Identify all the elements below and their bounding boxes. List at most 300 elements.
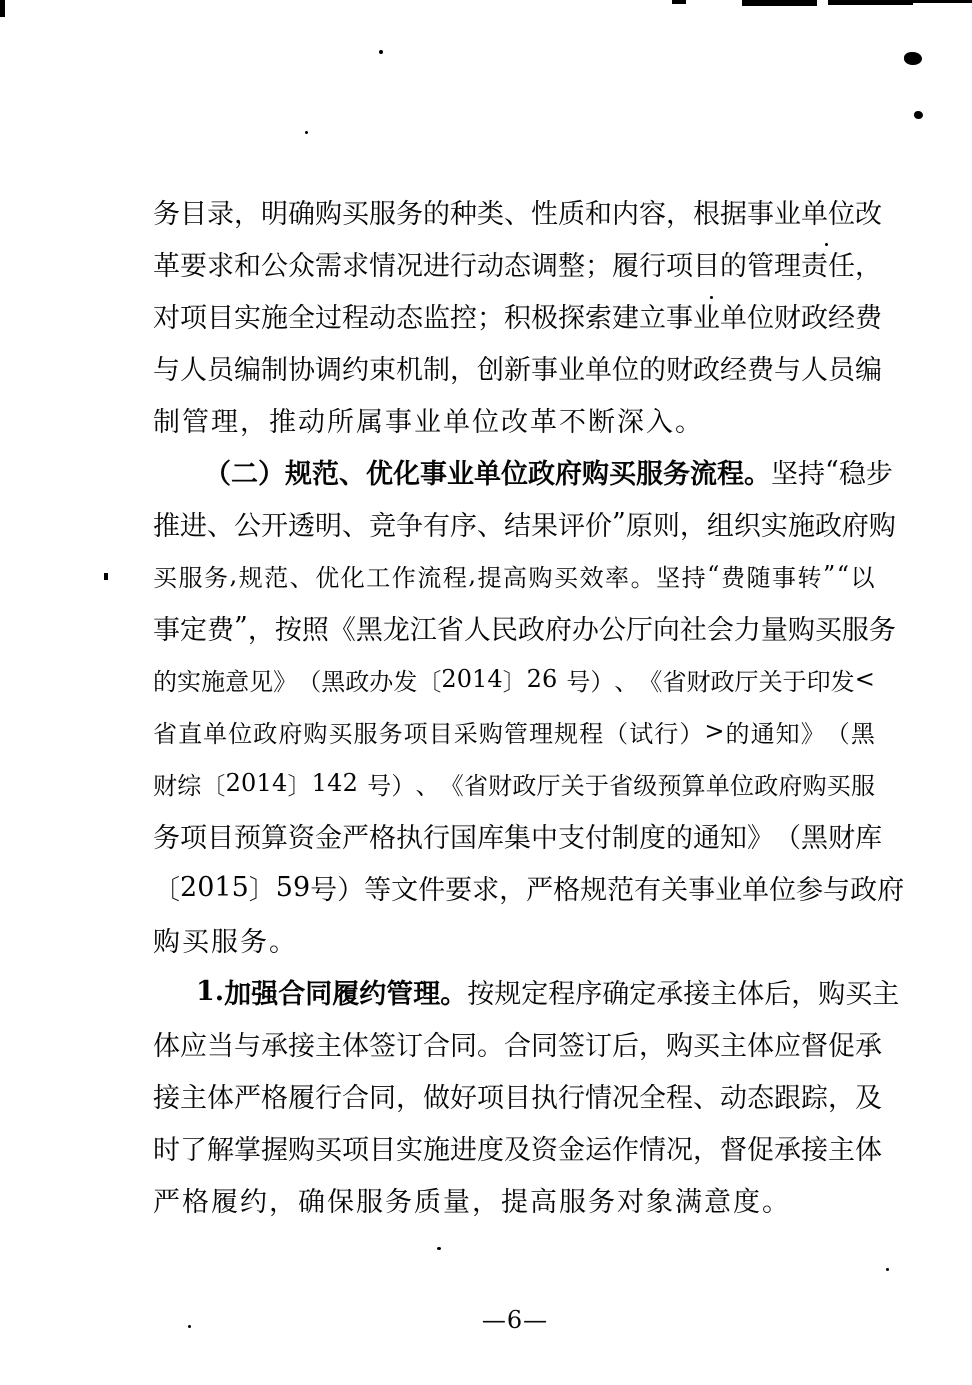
glyph: 管 (747, 250, 774, 282)
glyph: 创 (477, 354, 504, 386)
glyph: 买 (814, 614, 842, 646)
glyph: ， (234, 198, 261, 230)
glyph: 签 (558, 1030, 585, 1062)
glyph: 与 (153, 354, 180, 386)
glyph: 单 (801, 198, 828, 230)
glyph: 厅 (536, 771, 561, 800)
glyph: 省 (436, 614, 464, 646)
glyph: 同 (369, 1082, 396, 1114)
glyph: 提 (477, 563, 502, 592)
glyph: 务 (240, 926, 267, 958)
glyph: 程 (666, 1082, 693, 1114)
glyph: 号 (310, 874, 338, 906)
glyph: 过 (315, 302, 342, 334)
glyph: 黑 (355, 614, 383, 646)
text-line (153, 1069, 882, 1121)
glyph: 主 (720, 1030, 747, 1062)
glyph: 项 (180, 302, 207, 334)
glyph: 支 (558, 822, 585, 854)
glyph: 理 (774, 250, 801, 282)
glyph: 。 (675, 406, 702, 438)
glyph: 单 (474, 458, 501, 490)
glyph: 态 (504, 250, 531, 282)
glyph: 体 (207, 1082, 234, 1114)
glyph: 关 (560, 771, 585, 800)
glyph: 签 (369, 1030, 396, 1062)
glyph: 社 (679, 614, 707, 646)
glyph: 〕 (502, 667, 527, 696)
glyph: 规 (285, 458, 312, 490)
glyph: 范 (312, 458, 339, 490)
glyph: 6 (541, 665, 558, 693)
glyph: 财 (828, 822, 855, 854)
glyph: 类 (477, 198, 504, 230)
glyph: 买 (315, 1134, 342, 1166)
glyph: 全 (639, 1082, 666, 1114)
glyph: 合 (342, 1082, 369, 1114)
glyph: 预 (657, 771, 682, 800)
glyph: 、 (415, 771, 440, 800)
glyph: 度 (733, 1186, 760, 1218)
glyph: 推 (269, 406, 296, 438)
glyph: 项 (403, 719, 428, 748)
glyph: 付 (585, 822, 612, 854)
glyph: 买 (342, 198, 369, 230)
glyph: 做 (423, 1082, 450, 1114)
glyph: 位 (769, 874, 797, 906)
glyph: 买 (153, 563, 177, 592)
glyph: 探 (558, 302, 585, 334)
glyph: 财 (686, 667, 711, 696)
glyph: 4 (271, 769, 288, 797)
glyph: 府 (278, 719, 303, 748)
glyph: > (704, 717, 725, 745)
glyph: 加 (224, 978, 252, 1010)
glyph: 政 (710, 667, 735, 696)
ink-blot (904, 52, 922, 65)
glyph: 务 (396, 198, 423, 230)
glyph: ， (472, 1186, 499, 1218)
text-line (153, 393, 875, 445)
glyph: 调 (315, 354, 342, 386)
glyph: 通 (693, 822, 720, 854)
glyph: 府 (877, 874, 905, 906)
glyph: 施 (787, 510, 815, 542)
glyph: 主 (872, 978, 900, 1010)
glyph: 行 (423, 822, 450, 854)
glyph: 极 (531, 302, 558, 334)
glyph: 督 (801, 1030, 828, 1062)
glyph: ， (791, 978, 819, 1010)
glyph: 公 (598, 614, 626, 646)
glyph: 号 (566, 667, 591, 696)
glyph: 透 (288, 510, 315, 542)
glyph: 府 (555, 458, 582, 490)
glyph: 及 (855, 1082, 882, 1114)
glyph: ； (477, 302, 504, 334)
glyph: 1 (311, 769, 327, 797)
ink-speck (379, 50, 383, 54)
glyph: 动 (720, 1082, 747, 1114)
glyph: 》 (800, 719, 825, 748)
glyph: 5 (231, 871, 249, 903)
glyph: 管 (503, 719, 528, 748)
glyph: 履 (211, 1186, 238, 1218)
glyph: 坚 (656, 563, 681, 592)
ink-speck (437, 1247, 441, 1250)
glyph: 责 (801, 250, 828, 282)
glyph: 有 (634, 874, 662, 906)
glyph: （ (204, 458, 231, 490)
glyph: 按 (467, 978, 495, 1010)
glyph: 保 (327, 1186, 354, 1218)
glyph: 。 (762, 1186, 789, 1218)
glyph: 9 (292, 871, 311, 903)
glyph: 。 (269, 926, 296, 958)
glyph: 财 (774, 302, 801, 334)
glyph: 服 (559, 1186, 586, 1218)
glyph: 握 (261, 1134, 288, 1166)
glyph: 履 (288, 1082, 315, 1114)
glyph: 的 (153, 667, 177, 696)
glyph: 预 (234, 822, 261, 854)
glyph: 国 (450, 822, 477, 854)
glyph: ” (234, 611, 248, 643)
ink-speck (104, 573, 108, 580)
glyph: 位 (828, 198, 855, 230)
glyph: 单 (443, 406, 470, 438)
glyph: 应 (774, 1030, 801, 1062)
glyph: 况 (612, 1082, 639, 1114)
scan-artifact (672, 0, 686, 4)
glyph: 力 (733, 614, 761, 646)
glyph: 2 (526, 665, 542, 693)
text-line (153, 1017, 882, 1069)
glyph: 体 (855, 1134, 882, 1166)
glyph: 事 (531, 354, 558, 386)
glyph: 》 (747, 822, 774, 854)
glyph: 求 (207, 250, 234, 282)
glyph: 事 (385, 406, 412, 438)
glyph: 度 (639, 822, 666, 854)
glyph: 政 (517, 614, 545, 646)
glyph: 〔 (201, 771, 226, 800)
glyph: 约 (359, 978, 387, 1010)
glyph: 及 (504, 1134, 531, 1166)
glyph: 事 (747, 198, 774, 230)
glyph: 对 (617, 1186, 644, 1218)
ink-speck (886, 1268, 889, 1271)
glyph: 制 (261, 354, 288, 386)
glyph: ） (391, 771, 416, 800)
glyph: 关 (661, 874, 689, 906)
glyph: 政 (345, 667, 370, 696)
glyph: 理 (211, 406, 238, 438)
glyph: 促 (828, 1030, 855, 1062)
glyph: 约 (240, 1186, 267, 1218)
glyph: 的 (423, 198, 450, 230)
glyph: 接 (153, 1082, 180, 1114)
glyph: 执 (531, 1082, 558, 1114)
glyph: 主 (180, 1082, 207, 1114)
glyph: 接 (683, 978, 711, 1010)
glyph: 实 (234, 302, 261, 334)
text-line (153, 705, 875, 757)
ink-speck (188, 1325, 191, 1328)
glyph: 业 (774, 198, 801, 230)
glyph: 购 (528, 563, 553, 592)
glyph: 知 (720, 822, 747, 854)
glyph: 录 (207, 198, 234, 230)
glyph: 承 (774, 1134, 801, 1166)
glyph: 购 (582, 458, 609, 490)
text-line (153, 1121, 882, 1173)
glyph: 政 (754, 771, 779, 800)
glyph: , (468, 561, 476, 589)
glyph: 监 (423, 302, 450, 334)
glyph: 施 (423, 1134, 450, 1166)
glyph: 、 (693, 1082, 720, 1114)
glyph: 2 (342, 769, 358, 797)
glyph: 满 (675, 1186, 702, 1218)
glyph: 事 (771, 563, 796, 592)
glyph: 优 (315, 563, 340, 592)
glyph: 组 (706, 510, 734, 542)
text-line (153, 497, 896, 549)
glyph: 订 (585, 1030, 612, 1062)
glyph: 性 (531, 198, 558, 230)
text-line (153, 809, 882, 861)
glyph: ， (396, 1082, 423, 1114)
glyph: 进 (423, 250, 450, 282)
glyph: 4 (487, 665, 503, 693)
glyph: ， (666, 198, 693, 230)
glyph: 意 (704, 1186, 731, 1218)
glyph: 应 (180, 1030, 207, 1062)
glyph: 全 (288, 302, 315, 334)
glyph: 购 (787, 614, 815, 646)
glyph: 同 (450, 1030, 477, 1062)
glyph: 订 (396, 1030, 423, 1062)
glyph: 0 (241, 769, 257, 797)
glyph: 态 (396, 302, 423, 334)
glyph: 格 (261, 1082, 288, 1114)
glyph: 政 (814, 510, 842, 542)
glyph: 买 (826, 771, 851, 800)
glyph: 编 (855, 354, 882, 386)
glyph: 所 (327, 406, 354, 438)
glyph: 度 (477, 1134, 504, 1166)
glyph: 结 (504, 510, 531, 542)
glyph: 掌 (234, 1134, 261, 1166)
glyph: 制 (153, 406, 180, 438)
glyph: 接 (801, 1134, 828, 1166)
glyph: 费 (720, 563, 745, 592)
glyph: 务 (378, 719, 403, 748)
glyph: 严 (526, 874, 554, 906)
glyph: 和 (585, 198, 612, 230)
glyph: 《 (439, 771, 464, 800)
glyph: 民 (490, 614, 518, 646)
glyph: 经 (828, 302, 855, 334)
glyph: 单 (720, 302, 747, 334)
glyph: 政 (512, 771, 537, 800)
glyph: 。 (440, 978, 468, 1010)
text-line (153, 549, 875, 601)
glyph: 整 (558, 250, 585, 282)
glyph: 体 (342, 1030, 369, 1062)
glyph: 发 (830, 667, 855, 696)
glyph: 办 (571, 614, 599, 646)
glyph: 知 (775, 719, 800, 748)
glyph: 体 (153, 1030, 180, 1062)
glyph: 履 (612, 250, 639, 282)
glyph: 改 (855, 198, 882, 230)
text-line (153, 445, 893, 497)
glyph: 位 (747, 302, 774, 334)
glyph: 的 (720, 250, 747, 282)
glyph: 集 (504, 822, 531, 854)
glyph: 质 (414, 1186, 441, 1218)
glyph: 对 (153, 302, 180, 334)
glyph: 公 (261, 250, 288, 282)
glyph: 资 (531, 1134, 558, 1166)
glyph: 流 (417, 563, 442, 592)
glyph: 项 (477, 1082, 504, 1114)
glyph: ， (855, 250, 882, 282)
glyph: 明 (315, 510, 342, 542)
glyph: 。 (477, 1030, 504, 1062)
glyph: 》 (273, 667, 298, 696)
glyph: 强 (251, 978, 279, 1010)
glyph: 好 (450, 1082, 477, 1114)
glyph: 1 (214, 871, 232, 903)
glyph: 黑 (321, 667, 346, 696)
glyph: 改 (501, 406, 528, 438)
glyph: 费 (747, 354, 774, 386)
glyph: 号 (367, 771, 392, 800)
glyph: 索 (585, 302, 612, 334)
glyph: 2 (441, 665, 457, 693)
glyph: 行 (450, 250, 477, 282)
glyph: 控 (450, 302, 477, 334)
glyph: 政 (801, 302, 828, 334)
glyph: 事 (666, 302, 693, 334)
glyph: 〔 (417, 667, 442, 696)
glyph: 坚 (771, 458, 798, 490)
text-line (153, 289, 882, 341)
scan-artifact (0, 0, 5, 17)
glyph: 深 (617, 406, 644, 438)
glyph: 〔 (153, 874, 180, 906)
glyph: 承 (261, 1030, 288, 1062)
glyph: 调 (531, 250, 558, 282)
glyph: 范 (607, 874, 635, 906)
scan-artifact (828, 0, 913, 5)
glyph: 规 (238, 563, 263, 592)
glyph: 况 (396, 250, 423, 282)
glyph: 目 (504, 1082, 531, 1114)
glyph: “ (707, 561, 720, 589)
glyph: 人 (801, 354, 828, 386)
glyph: 直 (178, 719, 203, 748)
glyph: 财 (666, 354, 693, 386)
glyph: 会 (706, 614, 734, 646)
glyph: 不 (559, 406, 586, 438)
glyph: 编 (234, 354, 261, 386)
text-line (153, 237, 882, 289)
glyph: 事 (420, 458, 447, 490)
glyph: 文 (391, 874, 419, 906)
text-line (153, 601, 896, 653)
glyph: 实 (177, 667, 202, 696)
glyph: 费 (855, 302, 882, 334)
glyph: 目 (207, 302, 234, 334)
glyph: 按 (274, 614, 302, 646)
glyph: 后 (764, 978, 792, 1010)
glyph: ， (639, 1030, 666, 1062)
glyph: 、 (289, 563, 314, 592)
glyph: 5 (275, 871, 293, 903)
glyph: 服 (356, 1186, 383, 1218)
glyph: ， (240, 406, 267, 438)
glyph: “ (836, 561, 850, 589)
glyph: 制 (612, 822, 639, 854)
glyph: 〕 (248, 874, 276, 906)
glyph: 采 (453, 719, 478, 748)
glyph: 务 (663, 458, 690, 490)
glyph: 库 (477, 822, 504, 854)
glyph: 务 (153, 822, 180, 854)
glyph: 省 (463, 771, 488, 800)
glyph: 0 (456, 665, 472, 693)
glyph: 解 (207, 1134, 234, 1166)
glyph: 行 (558, 1082, 585, 1114)
glyph: 《 (328, 614, 356, 646)
glyph: 跟 (774, 1082, 801, 1114)
glyph: 范 (264, 563, 289, 592)
glyph: 业 (558, 354, 585, 386)
glyph: 购 (802, 771, 827, 800)
glyph: 立 (639, 302, 666, 334)
glyph: 后 (612, 1030, 639, 1062)
glyph: 管 (182, 406, 209, 438)
glyph: 省 (609, 771, 634, 800)
glyph: 入 (646, 406, 673, 438)
scan-artifact (742, 0, 817, 6)
glyph: 买 (554, 563, 579, 592)
glyph: 中 (531, 822, 558, 854)
glyph: 。 (630, 563, 655, 592)
glyph: 量 (760, 614, 788, 646)
glyph: 严 (342, 822, 369, 854)
glyph: 件 (418, 874, 446, 906)
glyph: 积 (504, 302, 531, 334)
glyph: 定 (521, 978, 549, 1010)
glyph: “ (825, 455, 839, 487)
glyph: 意 (225, 667, 250, 696)
glyph: 束 (369, 354, 396, 386)
glyph: 府 (544, 614, 572, 646)
glyph: 定 (629, 978, 657, 1010)
text-line (153, 965, 900, 1017)
text-line (153, 341, 882, 393)
glyph: 主 (710, 978, 738, 1010)
glyph: 步 (865, 458, 893, 490)
text-line (153, 1173, 875, 1225)
glyph: 效 (579, 563, 604, 592)
glyph: 项 (180, 822, 207, 854)
